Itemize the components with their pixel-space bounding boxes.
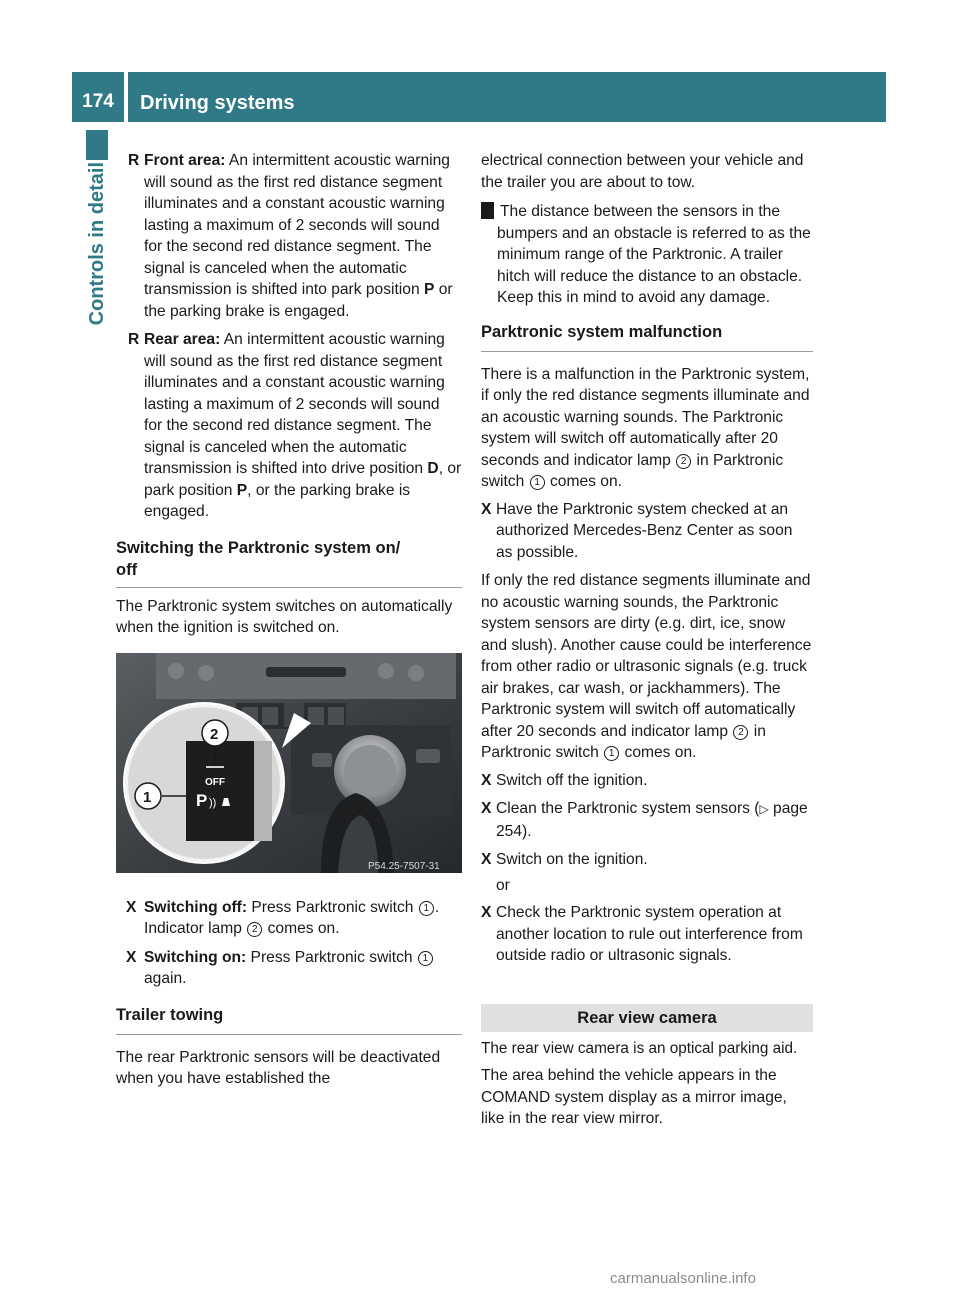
malfunction-text-1a: There is a malfunction in the Parktronic system, if only the red distance segments illuminate and an acoustic warning sounds. The Parktronic system will switch off automatically after 20 seconds and indicator lamp	[481, 365, 810, 469]
bullet-x-mark: X	[481, 500, 492, 518]
rear-area-label: Rear area:	[144, 331, 221, 348]
callout-1: 1	[604, 746, 619, 761]
page-number: 174	[82, 91, 114, 112]
heading-parktronic-malfunction: Parktronic system malfunction	[481, 321, 813, 352]
bullet-x-mark: X	[481, 904, 492, 921]
list-item-front-area	[116, 150, 462, 322]
switching-off-label: Switching off:	[144, 898, 248, 916]
rear-area-gear-p: P	[236, 481, 248, 499]
switching-on-label: Switching on:	[144, 948, 247, 966]
section-rear-view-camera: Rear view camera	[481, 1004, 813, 1032]
side-tab-marker	[86, 130, 108, 160]
side-label: Controls in detail	[86, 162, 108, 326]
callout-1: 1	[419, 901, 434, 916]
have-checked-text: Have the Parktronic system checked at an authorized Mercedes-Benz Center as soon as possible.	[496, 500, 793, 561]
photo-off-text: OFF	[205, 776, 225, 788]
camera-para-1: The rear view camera is an optical parking aid.	[481, 1039, 798, 1057]
step-clean-sensors	[481, 798, 813, 842]
photo-illustration	[116, 653, 462, 873]
front-area-label: Front area:	[144, 152, 226, 169]
warning-icon: !	[481, 202, 494, 219]
left-column	[116, 150, 462, 1090]
photo-code: P54.25-7507-31	[368, 860, 440, 872]
step-switching-off: X Switching off: Press Parktronic switch 1 . Indicator lamp 2 comes on.	[126, 898, 440, 937]
header-divider	[124, 72, 128, 122]
malfunction-text-1c: comes on.	[545, 473, 622, 490]
svg-text:P: P	[196, 790, 208, 810]
step-switching-on	[116, 947, 462, 990]
step2-text: Clean the Parktronic system sensors (	[496, 800, 760, 817]
callout-2: 2	[247, 922, 262, 937]
switching-on-tail: again.	[144, 970, 187, 987]
bullet-x-mark: X	[481, 771, 492, 789]
camera-para-2: The area behind the vehicle appears in the COMAND system display as a mirror image, like in the rear view mirror.	[481, 1067, 787, 1127]
step1-text: Switch off the ignition.	[496, 771, 648, 789]
switch-intro: The Parktronic system switches on automatically when the ignition is switched on.	[116, 597, 453, 636]
bullet-r-mark: R	[128, 331, 140, 348]
watermark: carmanualsonline.info	[610, 1270, 756, 1287]
svg-text:)): ))	[209, 796, 217, 809]
malfunction-para-1	[481, 364, 813, 493]
callout-2: 2	[676, 454, 691, 469]
callout-1: 1	[418, 951, 433, 966]
front-area-text: An intermittent acoustic warning will sound as the first red distance segment illuminates and a constant acoustic warning lasting a maximum of 2 seconds will sound for the second red distance segment. The signal is canceled when the automatic transmission is shifted into park position	[144, 152, 450, 298]
bullet-x-mark: X	[126, 898, 137, 916]
callout-1: 1	[530, 475, 545, 490]
trailer-text: The rear Parktronic sensors will be deactivated when you have established the	[116, 1048, 441, 1087]
malfunction-text-2a: If only the red distance segments illuminate and no acoustic warning sounds, the Parktronic system sensors are dirty (e.g. dirt, ice, snow and slush). Another cause could be interference from other radio or ultrasonic signals (e.g. truck air brakes, car wash, or jackhammers). The Parktronic system will switch off automatically after 20 seconds and indicator lamp	[481, 572, 812, 740]
rear-area-mid: , or park position	[144, 460, 462, 499]
photo-callout-1: 1	[143, 788, 152, 806]
front-area-tail: or the parking brake is engaged.	[144, 281, 453, 320]
heading-rule	[116, 587, 462, 588]
heading-switching-parktronic: Switching the Parktronic system on/ off	[116, 538, 401, 579]
malfunction-text-2c: comes on.	[620, 744, 697, 761]
bullet-x-mark: X	[481, 851, 492, 868]
or-text: or	[496, 876, 510, 894]
rear-area-text: An intermittent acoustic warning will sound as the first red distance segment illuminates and a constant acoustic warning lasting a maximum of 2 seconds will sound for the second red distance segment. The signal is canceled when the automatic transmission is shifted into drive position	[144, 331, 445, 477]
page-ref-arrow-icon: ▷	[759, 802, 769, 816]
indicator-lamp-tail: comes on.	[263, 920, 340, 937]
switching-off-text: Press Parktronic switch	[247, 898, 418, 916]
malfunction-text-1b: in Parktronic switch	[481, 451, 784, 490]
heading-trailer-towing: Trailer towing	[116, 1004, 462, 1035]
step3-text: Switch on the ignition.	[496, 851, 648, 868]
step4-text: Check the Parktronic system operation at another location to rule out interference from outside radio or ultrasonic signals.	[496, 904, 803, 964]
indicator-lamp-text: Indicator lamp	[144, 920, 247, 937]
callout-2: 2	[733, 725, 748, 740]
photo-callout-2: 2	[210, 725, 219, 743]
malfunction-para-2	[481, 570, 813, 764]
rear-area-gear-d: D	[427, 460, 439, 477]
warning-text: The distance between the sensors in the bumpers and an obstacle is referred to as the minimum range of the Parktronic. A trailer hitch will reduce the distance to an obstacle. Keep this in mind to avoid any damage.	[497, 203, 811, 306]
bullet-r-mark: R	[128, 152, 140, 169]
trailer-text-continued: electrical connection between your vehicle and the trailer you are about to tow.	[481, 152, 804, 191]
front-area-gear-p: P	[423, 281, 435, 298]
bullet-x-mark: X	[481, 800, 492, 817]
page-title: Driving systems	[140, 92, 295, 114]
list-item-rear-area	[116, 329, 462, 523]
warning-note	[477, 201, 813, 309]
step2-page-ref: page 254).	[496, 800, 808, 840]
rear-area-tail: , or the parking brake is engaged.	[144, 481, 411, 520]
malfunction-text-2b: in Parktronic switch	[481, 722, 766, 761]
step-switch-off-ignition	[481, 770, 813, 792]
parktronic-switch-photo	[116, 653, 462, 873]
step-have-checked	[481, 499, 813, 564]
right-column	[477, 150, 813, 1130]
step-switch-on-ignition	[481, 849, 813, 871]
bullet-x-mark: X	[126, 948, 137, 966]
step-check-operation	[481, 902, 813, 967]
switching-on-text: Press Parktronic switch	[246, 948, 417, 966]
